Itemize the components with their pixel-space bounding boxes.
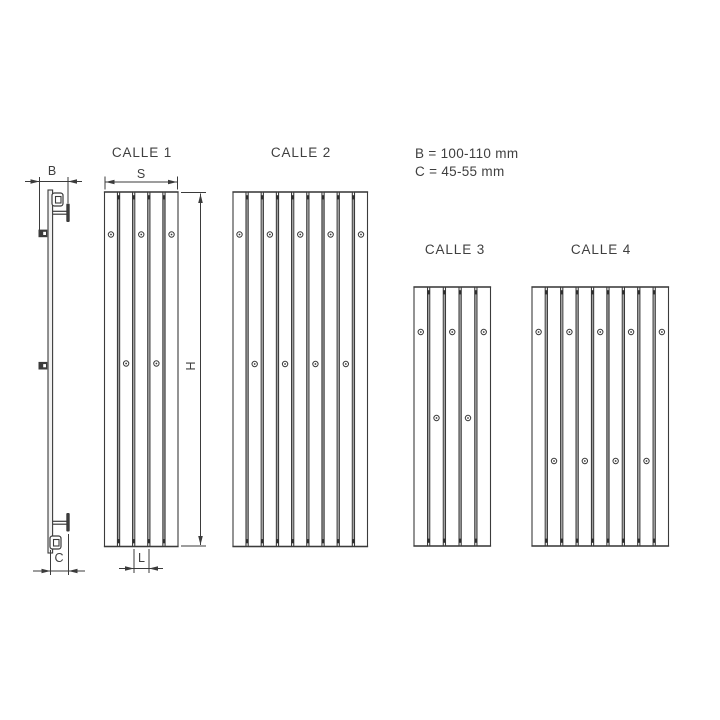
gap-weld-tick-bottom xyxy=(653,539,655,543)
radiator-slat xyxy=(578,287,591,546)
c-dim-arrow-right xyxy=(69,569,78,574)
gap-weld-tick-top xyxy=(132,195,134,199)
gap-weld-tick-bottom xyxy=(132,539,134,543)
gap-weld-tick-bottom xyxy=(291,539,293,543)
b-dim-arrow-right xyxy=(68,179,77,184)
gap-weld-tick-bottom xyxy=(427,539,429,543)
screw-hole-center-dot xyxy=(420,331,422,333)
gap-weld-tick-bottom xyxy=(352,539,354,543)
gap-weld-tick-bottom xyxy=(276,539,278,543)
radiator-slat xyxy=(445,287,459,546)
figure-title-calle-2: CALLE 2 xyxy=(270,145,332,160)
bottom-bracket-wall-plate xyxy=(66,513,69,532)
s-dim-arrow-right xyxy=(168,180,177,185)
screw-hole-center-dot xyxy=(140,234,142,236)
c-dim-arrow-left xyxy=(42,569,51,574)
bottom-pipe-fitting-inner xyxy=(54,540,60,547)
radiator-slat xyxy=(339,192,352,547)
radiator-front-view-calle-2 xyxy=(232,192,368,547)
gap-weld-tick-top xyxy=(307,195,309,199)
radiator-slat xyxy=(532,287,545,546)
radiator-slat xyxy=(655,287,668,546)
dim-label-c: C xyxy=(54,551,64,565)
gap-weld-tick-top xyxy=(591,290,593,294)
b-dim-arrow-left xyxy=(31,179,40,184)
gap-weld-tick-bottom xyxy=(261,539,263,543)
l-dim-arrow-left xyxy=(125,566,134,571)
gap-weld-tick-top xyxy=(459,290,461,294)
top-bracket-wall-plate xyxy=(66,204,69,223)
gap-weld-tick-bottom xyxy=(638,539,640,543)
gap-weld-tick-bottom xyxy=(561,539,563,543)
side-panel xyxy=(48,190,53,553)
radiator-slat xyxy=(279,192,292,547)
screw-hole-center-dot xyxy=(553,460,555,462)
gap-weld-tick-top xyxy=(607,290,609,294)
radiator-front-view-calle-3 xyxy=(413,287,491,546)
screw-hole-center-dot xyxy=(110,234,112,236)
radiator-slat xyxy=(563,287,576,546)
h-dim-arrow-bottom xyxy=(198,536,203,545)
gap-weld-tick-top xyxy=(337,195,339,199)
gap-weld-tick-bottom xyxy=(307,539,309,543)
radiator-slat xyxy=(263,192,276,547)
dim-label-l: L xyxy=(138,551,145,565)
screw-hole-center-dot xyxy=(451,331,453,333)
radiator-slat xyxy=(547,287,560,546)
screw-hole-center-dot xyxy=(125,363,127,365)
screw-hole-center-dot xyxy=(630,331,632,333)
screw-hole-center-dot xyxy=(467,417,469,419)
radiator-slat xyxy=(477,287,491,546)
gap-weld-tick-bottom xyxy=(545,539,547,543)
s-dim-arrow-left xyxy=(106,180,115,185)
h-dim-arrow-top xyxy=(198,194,203,203)
radiator-slat xyxy=(414,287,428,546)
radiator-slat xyxy=(309,192,322,547)
gap-weld-tick-bottom xyxy=(443,539,445,543)
gap-weld-tick-top xyxy=(148,195,150,199)
radiator-slat xyxy=(135,192,148,547)
gap-weld-tick-top xyxy=(653,290,655,294)
screw-hole-center-dot xyxy=(569,331,571,333)
screw-hole-center-dot xyxy=(315,363,317,365)
gap-weld-tick-top xyxy=(561,290,563,294)
screw-hole-center-dot xyxy=(615,460,617,462)
screw-hole-center-dot xyxy=(254,363,256,365)
radiator-slat xyxy=(609,287,622,546)
gap-weld-tick-bottom xyxy=(622,539,624,543)
radiator-front-view-calle-4 xyxy=(531,287,669,546)
screw-hole-center-dot xyxy=(345,363,347,365)
gap-weld-tick-top xyxy=(322,195,324,199)
radiator-slat xyxy=(294,192,307,547)
screw-hole-center-dot xyxy=(436,417,438,419)
wall-clip-top-slot xyxy=(43,232,46,235)
radiator-slat xyxy=(355,192,368,547)
radiator-slat xyxy=(324,192,337,547)
side-view xyxy=(25,177,85,575)
radiator-slat xyxy=(248,192,261,547)
gap-weld-tick-top xyxy=(475,290,477,294)
screw-hole-center-dot xyxy=(538,331,540,333)
gap-weld-tick-top xyxy=(443,290,445,294)
screw-hole-center-dot xyxy=(284,363,286,365)
wall-clip-middle-slot xyxy=(43,364,46,367)
figure-title-calle-4: CALLE 4 xyxy=(570,242,632,257)
radiator-slat xyxy=(640,287,653,546)
gap-weld-tick-top xyxy=(638,290,640,294)
gap-weld-tick-bottom xyxy=(459,539,461,543)
screw-hole-center-dot xyxy=(599,331,601,333)
note-b-range: B = 100-110 mm xyxy=(415,146,519,161)
radiator-slat xyxy=(150,192,163,547)
screw-hole-center-dot xyxy=(330,234,332,236)
screw-hole-center-dot xyxy=(239,234,241,236)
radiator-slat xyxy=(233,192,246,547)
screw-hole-center-dot xyxy=(155,363,157,365)
screw-hole-center-dot xyxy=(269,234,271,236)
dim-label-b: B xyxy=(47,164,57,178)
gap-weld-tick-bottom xyxy=(576,539,578,543)
gap-weld-tick-top xyxy=(545,290,547,294)
gap-weld-tick-bottom xyxy=(607,539,609,543)
screw-hole-center-dot xyxy=(646,460,648,462)
screw-hole-center-dot xyxy=(661,331,663,333)
dim-label-s: S xyxy=(136,167,146,181)
gap-weld-tick-top xyxy=(117,195,119,199)
gap-weld-tick-top xyxy=(622,290,624,294)
radiator-slat xyxy=(624,287,637,546)
radiator-slat xyxy=(594,287,607,546)
screw-hole-center-dot xyxy=(360,234,362,236)
gap-weld-tick-top xyxy=(576,290,578,294)
top-pipe-fitting-inner xyxy=(56,197,62,204)
figure-title-calle-3: CALLE 3 xyxy=(424,242,486,257)
figure-title-calle-1: CALLE 1 xyxy=(111,145,173,160)
gap-weld-tick-top xyxy=(163,195,165,199)
gap-weld-tick-top xyxy=(291,195,293,199)
gap-weld-tick-bottom xyxy=(148,539,150,543)
radiator-slat xyxy=(105,192,118,547)
radiator-slat xyxy=(165,192,178,547)
gap-weld-tick-bottom xyxy=(322,539,324,543)
gap-weld-tick-bottom xyxy=(337,539,339,543)
gap-weld-tick-bottom xyxy=(117,539,119,543)
gap-weld-tick-top xyxy=(261,195,263,199)
gap-weld-tick-bottom xyxy=(591,539,593,543)
gap-weld-tick-top xyxy=(352,195,354,199)
gap-weld-tick-bottom xyxy=(475,539,477,543)
screw-hole-center-dot xyxy=(483,331,485,333)
note-c-range: C = 45-55 mm xyxy=(415,163,505,179)
gap-weld-tick-bottom xyxy=(246,539,248,543)
screw-hole-center-dot xyxy=(584,460,586,462)
gap-weld-tick-bottom xyxy=(163,539,165,543)
gap-weld-tick-top xyxy=(246,195,248,199)
l-dim-arrow-right xyxy=(149,566,158,571)
gap-weld-tick-top xyxy=(427,290,429,294)
gap-weld-tick-top xyxy=(276,195,278,199)
radiator-front-view-calle-1 xyxy=(104,192,179,547)
dim-label-h: H xyxy=(184,361,198,371)
radiator-slat xyxy=(120,192,133,547)
screw-hole-center-dot xyxy=(299,234,301,236)
screw-hole-center-dot xyxy=(171,234,173,236)
